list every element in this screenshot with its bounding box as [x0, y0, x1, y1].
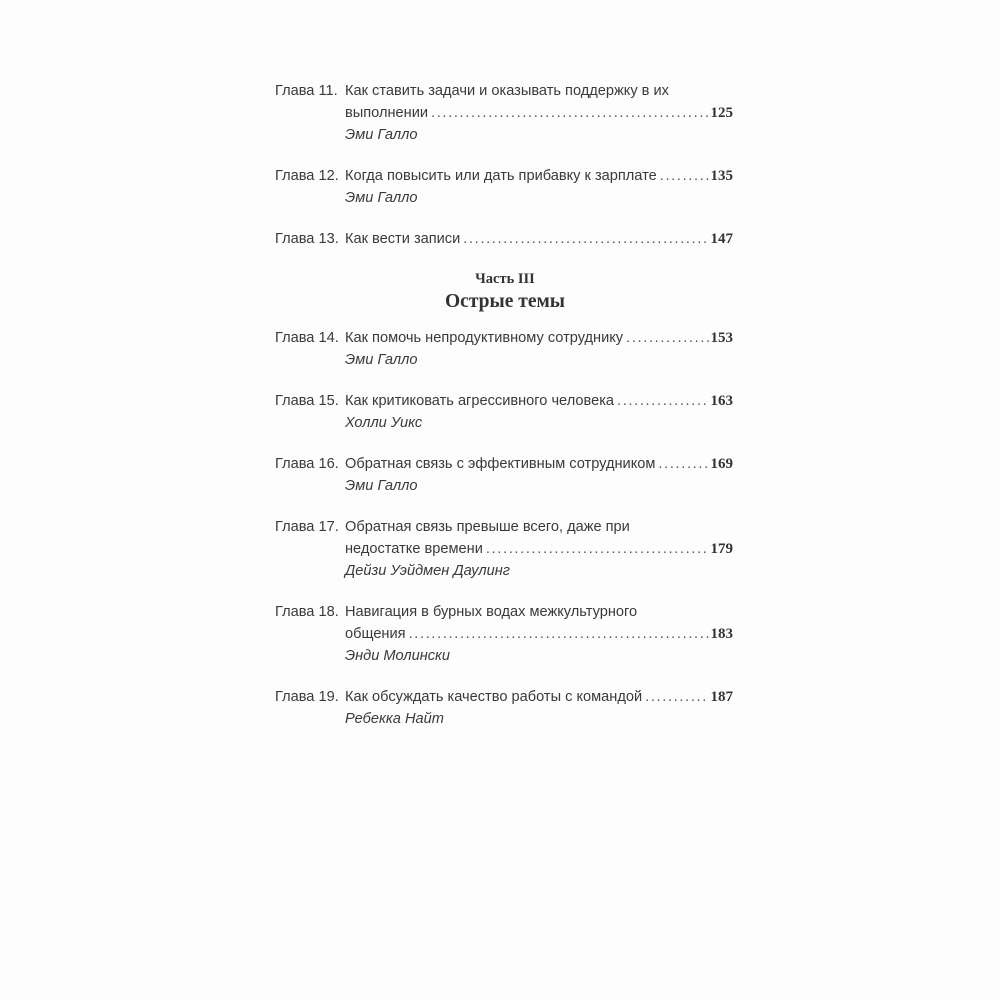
- dot-leader: [645, 686, 708, 708]
- toc-entry-chapter-16: [275, 453, 735, 497]
- dot-leader: [626, 327, 708, 349]
- chapter-title: Когда повысить или дать прибавку к зарплате: [345, 168, 657, 184]
- dot-leader: [660, 165, 709, 187]
- chapter-title-line: [345, 516, 735, 538]
- part-label: Часть III: [475, 271, 535, 287]
- chapter-title-line1: Обратная связь превыше всего, даже при: [345, 519, 630, 535]
- chapter-title-line: [345, 601, 735, 623]
- toc-entry-chapter-19: [275, 686, 735, 730]
- page-number: 147: [710, 231, 733, 247]
- chapter-number: Глава 18.: [275, 604, 339, 620]
- chapter-title-line: [345, 623, 735, 645]
- page-number: 187: [710, 689, 733, 705]
- chapter-body: [345, 165, 735, 209]
- chapter-body: [345, 686, 735, 730]
- chapter-title-line: [345, 538, 735, 560]
- chapter-author: Ребекка Найт: [345, 711, 444, 727]
- chapter-body: [345, 390, 735, 434]
- chapter-author: Эми Галло: [345, 478, 418, 494]
- chapter-title-line: [345, 80, 735, 102]
- part-title: Острые темы: [445, 291, 565, 312]
- page-number: 125: [710, 105, 733, 121]
- toc-entry-chapter-18: [275, 601, 735, 667]
- chapter-title-line1: Навигация в бурных водах межкультурного: [345, 604, 638, 620]
- chapter-author: Эми Галло: [345, 127, 418, 143]
- toc-entry-chapter-11: [275, 80, 735, 146]
- chapter-title: Как обсуждать качество работы с командой: [345, 689, 643, 705]
- chapter-number: Глава 13.: [275, 231, 339, 247]
- chapter-title-line2: выполнении: [345, 105, 428, 121]
- dot-leader: [409, 623, 709, 645]
- chapter-title-line: [345, 165, 735, 187]
- chapter-title-line: [345, 453, 735, 475]
- page-number: 135: [710, 168, 733, 184]
- chapter-title: Как критиковать агрессивного человека: [345, 393, 615, 409]
- toc-entry-chapter-13: [275, 228, 735, 250]
- toc-entry-chapter-12: [275, 165, 735, 209]
- chapter-title: Как вести записи: [345, 231, 461, 247]
- chapter-number: Глава 16.: [275, 456, 339, 472]
- chapter-title-line: [345, 102, 735, 124]
- chapter-title-line: [345, 686, 735, 708]
- dot-leader: [486, 538, 709, 560]
- chapter-author: Энди Молински: [345, 648, 451, 664]
- toc-entry-chapter-15: [275, 390, 735, 434]
- page-number: 163: [710, 393, 733, 409]
- chapter-title-line: [345, 327, 735, 349]
- chapter-author: Холли Уикс: [345, 415, 423, 431]
- chapter-number: Глава 12.: [275, 168, 339, 184]
- chapter-number: Глава 14.: [275, 330, 339, 346]
- chapter-title-line: [345, 228, 735, 250]
- chapter-author: Дейзи Уэйдмен Даулинг: [345, 563, 510, 579]
- chapter-title-line: [345, 390, 735, 412]
- table-of-contents: [275, 80, 735, 749]
- chapter-number: Глава 15.: [275, 393, 339, 409]
- chapter-body: [345, 228, 735, 250]
- chapter-body: [345, 327, 735, 371]
- chapter-title: Как помочь непродуктивному сотруднику: [345, 330, 624, 346]
- page-number: 153: [710, 330, 733, 346]
- chapter-title-line1: Как ставить задачи и оказывать поддержку в их: [345, 83, 669, 99]
- chapter-author: Эми Галло: [345, 352, 418, 368]
- chapter-number: Глава 11.: [275, 83, 338, 99]
- page-number: 169: [710, 456, 733, 472]
- dot-leader: [658, 453, 708, 475]
- part-header: [275, 269, 735, 315]
- toc-entry-chapter-17: [275, 516, 735, 582]
- toc-entry-chapter-14: [275, 327, 735, 371]
- chapter-body: [345, 80, 735, 146]
- chapter-title-line2: общения: [345, 626, 406, 642]
- chapter-title-line2: недостатке времени: [345, 541, 483, 557]
- chapter-author: Эми Галло: [345, 190, 418, 206]
- chapter-title: Обратная связь с эффективным сотрудником: [345, 456, 656, 472]
- dot-leader: [617, 390, 708, 412]
- dot-leader: [431, 102, 709, 124]
- chapter-body: [345, 516, 735, 582]
- page-number: 179: [710, 541, 733, 557]
- dot-leader: [463, 228, 708, 250]
- chapter-body: [345, 453, 735, 497]
- page-number: 183: [710, 626, 733, 642]
- chapter-number: Глава 17.: [275, 519, 339, 535]
- chapter-body: [345, 601, 735, 667]
- chapter-number: Глава 19.: [275, 689, 339, 705]
